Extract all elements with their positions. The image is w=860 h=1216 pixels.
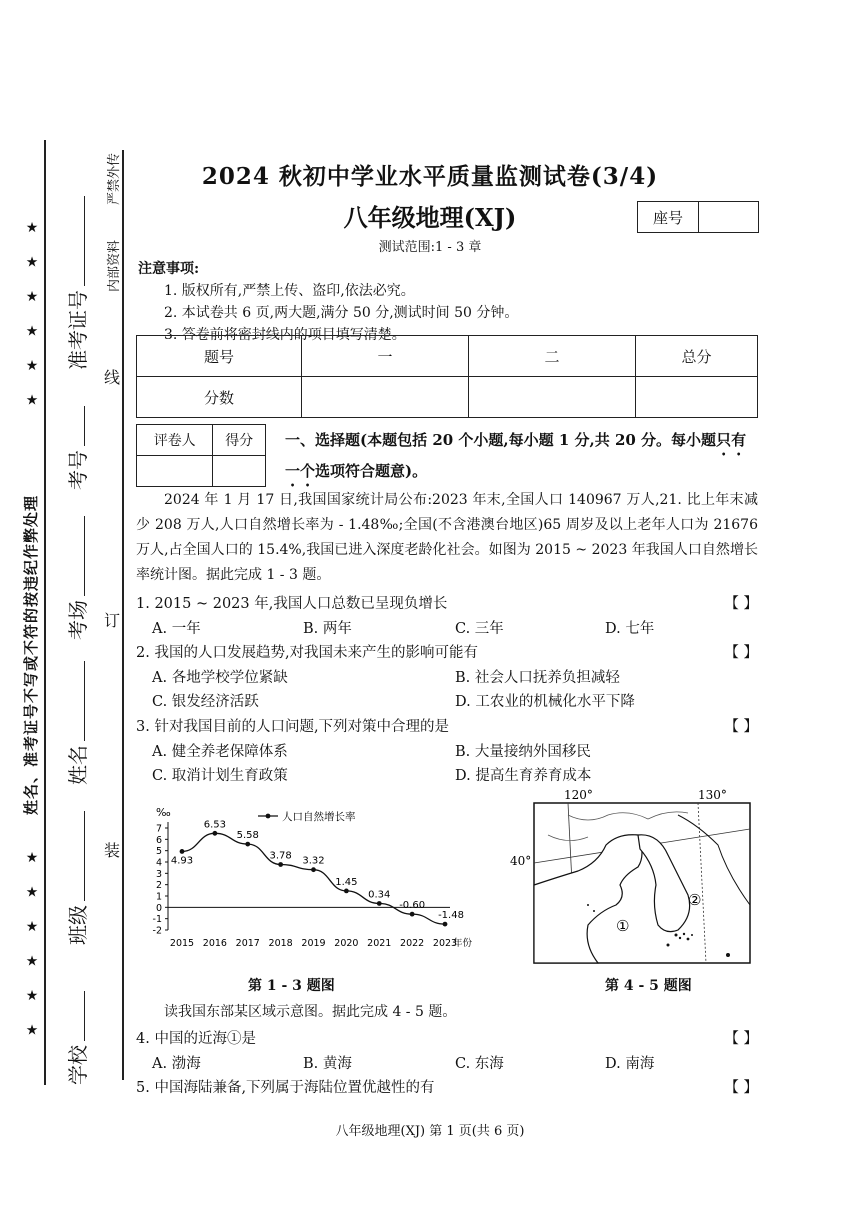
y-tick-label: -1	[152, 914, 162, 926]
grader-reviewer-label: 评卷人	[137, 425, 213, 456]
side-stars-top: ★ ★ ★ ★ ★ ★	[24, 220, 40, 416]
passage-2: 读我国东部某区域示意图。据此完成 4 - 5 题。	[164, 1004, 457, 1020]
x-tick-label: 2018	[268, 938, 293, 949]
grader-reviewer-cell[interactable]	[137, 456, 213, 487]
option[interactable]: C. 三年	[455, 621, 504, 637]
data-point	[180, 849, 185, 854]
passage: 2024 年 1 月 17 日,我国国家统计局公布:2023 年末,全国人口 140967 万人,21. 比上年末减少 208 万人,人口自然增长率为 - 1.48‰;全国(不含港澳台地区)65 周岁及以上老年人口为 21676 万人,占全国人口的 15.4%,我国已进入深度老龄化社会。如图为 2015 ~ 2023 年我国人口自然增长率统计图。据此完成 1 - 3 题。	[136, 492, 758, 583]
x-tick-label: 2021	[367, 938, 392, 949]
option[interactable]: B. 黄海	[303, 1056, 352, 1072]
data-point	[410, 912, 415, 917]
option[interactable]: B. 两年	[303, 621, 352, 637]
score-header: 题号	[137, 336, 302, 377]
data-label: -1.48	[438, 910, 464, 922]
lon-130-label: 130°	[698, 788, 727, 802]
score-row-label: 分数	[137, 377, 302, 418]
data-label: 0.34	[368, 889, 391, 901]
figure-caption-1: 第 1 - 3 题图	[248, 978, 335, 994]
data-point	[344, 889, 349, 894]
data-point	[278, 862, 283, 867]
data-label: 5.58	[236, 830, 259, 842]
lon-120-label: 120°	[564, 788, 593, 802]
option[interactable]: D. 南海	[605, 1056, 655, 1072]
y-axis-unit: ‰	[156, 806, 171, 819]
x-tick-label: 2022	[400, 938, 425, 949]
y-tick-label: 5	[155, 846, 162, 858]
grader-score-cell[interactable]	[213, 456, 266, 487]
seat-number-box	[637, 201, 759, 233]
seal-line-label: 线	[104, 368, 121, 387]
figure-caption-2: 第 4 - 5 题图	[605, 978, 692, 994]
notes-item: 2. 本试卷共 6 页,两大题,满分 50 分,测试时间 50 分钟。	[164, 305, 519, 321]
option[interactable]: C. 取消计划生育政策	[152, 768, 288, 784]
data-label: -0.60	[399, 900, 426, 912]
option[interactable]: A. 健全养老保障体系	[152, 744, 288, 760]
page-title: 2024 秋初中学业水平质量监测试卷(3/4)	[201, 163, 659, 190]
section-heading: 一、选择题(本题包括 20 个小题,每小题 1 分,共 20 分。每小题只有 一个选项符合题意)。	[285, 431, 747, 480]
page-subtitle: 八年级地理(XJ)	[343, 203, 517, 232]
grader-table	[136, 424, 266, 487]
option[interactable]: A. 各地学校学位紧缺	[152, 670, 288, 686]
y-tick-label: 4	[155, 857, 162, 869]
field-school: 学校	[62, 991, 91, 1085]
legend-marker	[266, 814, 271, 819]
question-1: 1. 2015 ~ 2023 年,我国人口总数已呈现负增长 【 】	[136, 596, 758, 612]
score-cell[interactable]	[469, 377, 636, 418]
score-header: 总分	[636, 336, 758, 377]
x-tick-label: 2017	[235, 938, 260, 949]
seal-pack-label: 装	[104, 841, 121, 860]
y-tick-label: 0	[155, 902, 162, 914]
score-table	[136, 335, 758, 418]
field-name: 姓名	[62, 661, 91, 785]
field-exam-room: 考场	[62, 516, 91, 640]
y-tick-label: 1	[155, 891, 162, 903]
seal-bind-label: 订	[104, 611, 121, 630]
notes-item: 1. 版权所有,严禁上传、盗印,依法必究。	[164, 283, 415, 299]
score-cell[interactable]	[302, 377, 469, 418]
side-warning: 姓名、准考证号不写或不符的按违纪作弊处理	[22, 494, 40, 815]
population-growth-chart	[140, 800, 490, 960]
score-cell[interactable]	[636, 377, 758, 418]
data-label: 4.93	[170, 855, 194, 867]
question-3: 3. 针对我国目前的人口问题,下列对策中合理的是 【 】	[136, 719, 758, 735]
x-tick-label: 2016	[202, 938, 227, 949]
option[interactable]: C. 银发经济活跃	[152, 694, 259, 710]
score-header: 一	[302, 336, 469, 377]
y-tick-label: 2	[155, 880, 162, 892]
data-label: 3.32	[302, 855, 325, 867]
lat-40-label: 40°	[510, 854, 532, 868]
page-footer: 八年级地理(XJ) 第 1 页(共 6 页)	[335, 1124, 525, 1139]
question-2: 2. 我国的人口发展趋势,对我国未来产生的影响可能有 【 】	[136, 645, 758, 661]
option[interactable]: C. 东海	[455, 1056, 504, 1072]
option[interactable]: B. 大量接纳外国移民	[455, 744, 591, 760]
data-point	[245, 842, 250, 847]
data-label: 6.53	[203, 819, 227, 831]
question-5: 5. 中国海陆兼备,下列属于海陆位置优越性的有 【 】	[136, 1080, 758, 1096]
east-china-map	[510, 785, 760, 970]
option[interactable]: A. 渤海	[152, 1056, 201, 1072]
sea-marker-2: ②	[688, 891, 702, 909]
x-tick-label: 2023	[432, 938, 458, 949]
seat-input[interactable]	[699, 202, 758, 232]
y-tick-label: 7	[155, 823, 162, 835]
x-axis-label: 年份	[453, 938, 473, 949]
data-label: 3.78	[269, 850, 292, 862]
score-header: 二	[469, 336, 636, 377]
question-4: 4. 中国的近海①是 【 】	[136, 1031, 758, 1047]
notes-heading: 注意事项:	[138, 261, 200, 277]
seat-label: 座号	[638, 202, 699, 232]
option[interactable]: B. 社会人口抚养负担减轻	[455, 670, 620, 686]
legend-label: 人口自然增长率	[282, 811, 356, 823]
data-point	[212, 831, 217, 836]
option[interactable]: D. 工农业的机械化水平下降	[455, 694, 635, 710]
notes-item: 3. 答卷前将密封线内的项目填写清楚。	[164, 327, 406, 343]
data-point	[443, 922, 448, 927]
sea-marker-1: ①	[616, 917, 630, 935]
option[interactable]: A. 一年	[152, 621, 201, 637]
option[interactable]: D. 提高生育养育成本	[455, 768, 592, 784]
data-point	[311, 867, 316, 872]
field-exam-number: 考号	[62, 406, 91, 490]
grader-score-label: 得分	[213, 425, 266, 456]
y-tick-label: 6	[155, 834, 162, 846]
data-point	[377, 901, 382, 906]
field-admission-number: 准考证号	[62, 196, 91, 370]
x-tick-label: 2019	[301, 938, 326, 949]
notes	[138, 258, 518, 346]
internal-material: 内部资料	[107, 239, 122, 292]
x-tick-label: 2015	[169, 938, 195, 949]
no-spread: 严禁外传	[107, 152, 122, 205]
test-range: 测试范围:1 - 3 章	[378, 240, 482, 255]
data-label: 1.45	[335, 876, 358, 888]
option[interactable]: D. 七年	[605, 621, 655, 637]
y-tick-label: 3	[155, 868, 162, 880]
y-tick-label: -2	[152, 925, 162, 937]
side-stars-mid: ★ ★ ★ ★ ★ ★	[24, 850, 40, 1046]
x-tick-label: 2020	[334, 938, 359, 949]
field-class: 班级	[62, 811, 91, 945]
